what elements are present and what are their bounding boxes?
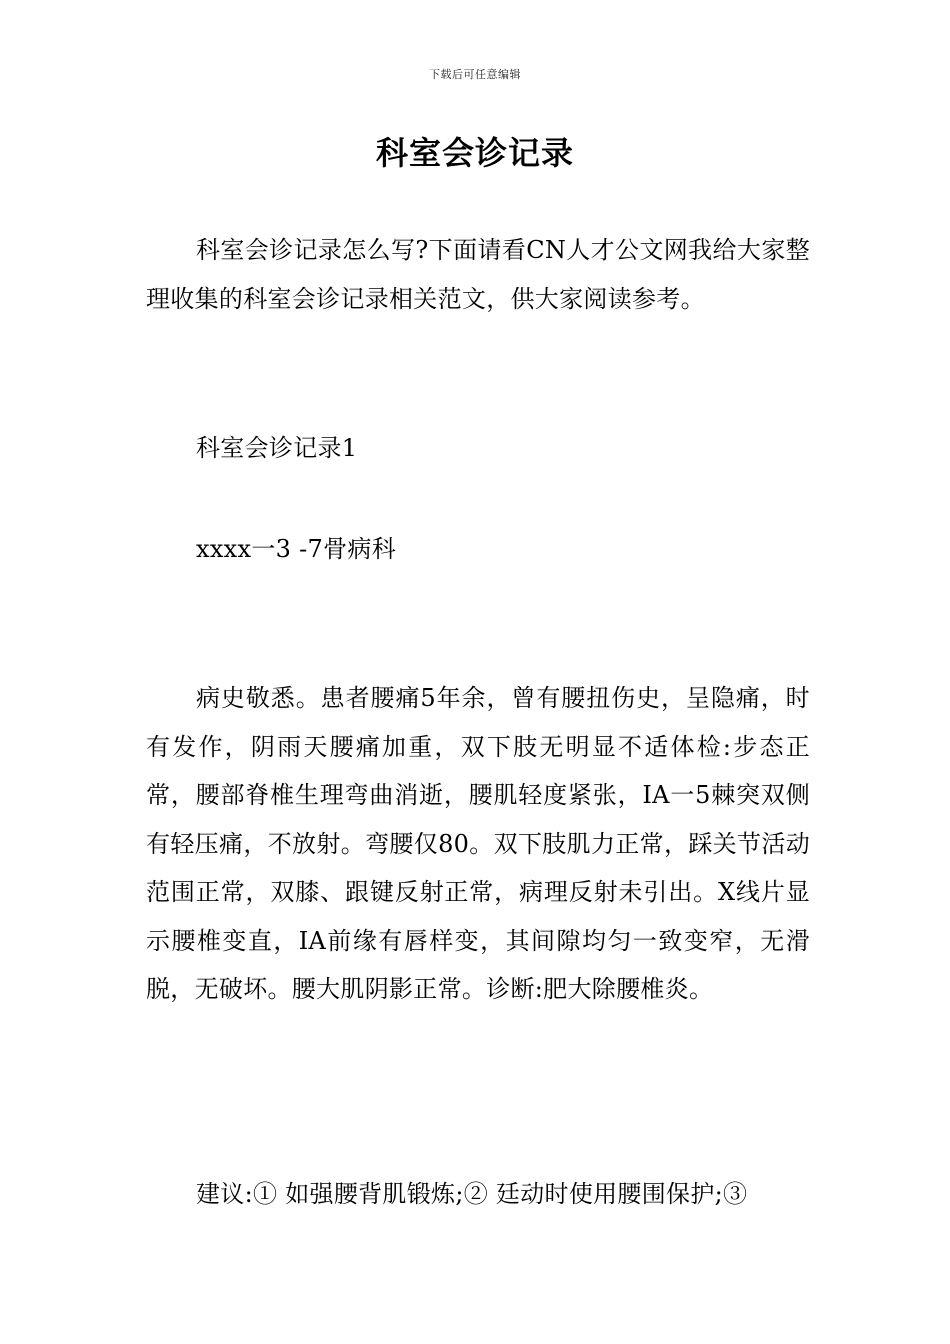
header-note: 下载后可任意编辑 bbox=[429, 68, 521, 81]
date-department-line: xxxx一3 -7骨病科 bbox=[196, 535, 397, 563]
section-heading: 科室会诊记录1 bbox=[196, 434, 358, 462]
advice-paragraph: 建议:① 如强腰背肌锻炼;② 廷动时使用腰围保护;③ bbox=[196, 1180, 748, 1208]
intro-paragraph: 科室会诊记录怎么写?下面请看CN人才公文网我给大家整理收集的科室会诊记录相关范文，供大家阅读参考。 bbox=[146, 236, 810, 313]
history-paragraph: 病史敬悉。患者腰痛5年余，曾有腰扭伤史，呈隐痛，时有发作，阴雨天腰痛加重，双下肢无明显不适体检:步态正常，腰部脊椎生理弯曲消逝，腰肌轻度紧张，IA一5棘突双侧有轻压痛，不放射。弯腰仅80。双下肢肌力正常，踩关节活动范围正常，双膝、跟键反射正常，病理反射未引出。X线片显示腰椎变直，IA前缘有唇样变，其间隙均匀一致变窄，无滑脱，无破坏。腰大肌阴影正常。诊断:肥大除腰椎炎。 bbox=[146, 684, 810, 1003]
document-title: 科室会诊记录 bbox=[375, 134, 574, 172]
